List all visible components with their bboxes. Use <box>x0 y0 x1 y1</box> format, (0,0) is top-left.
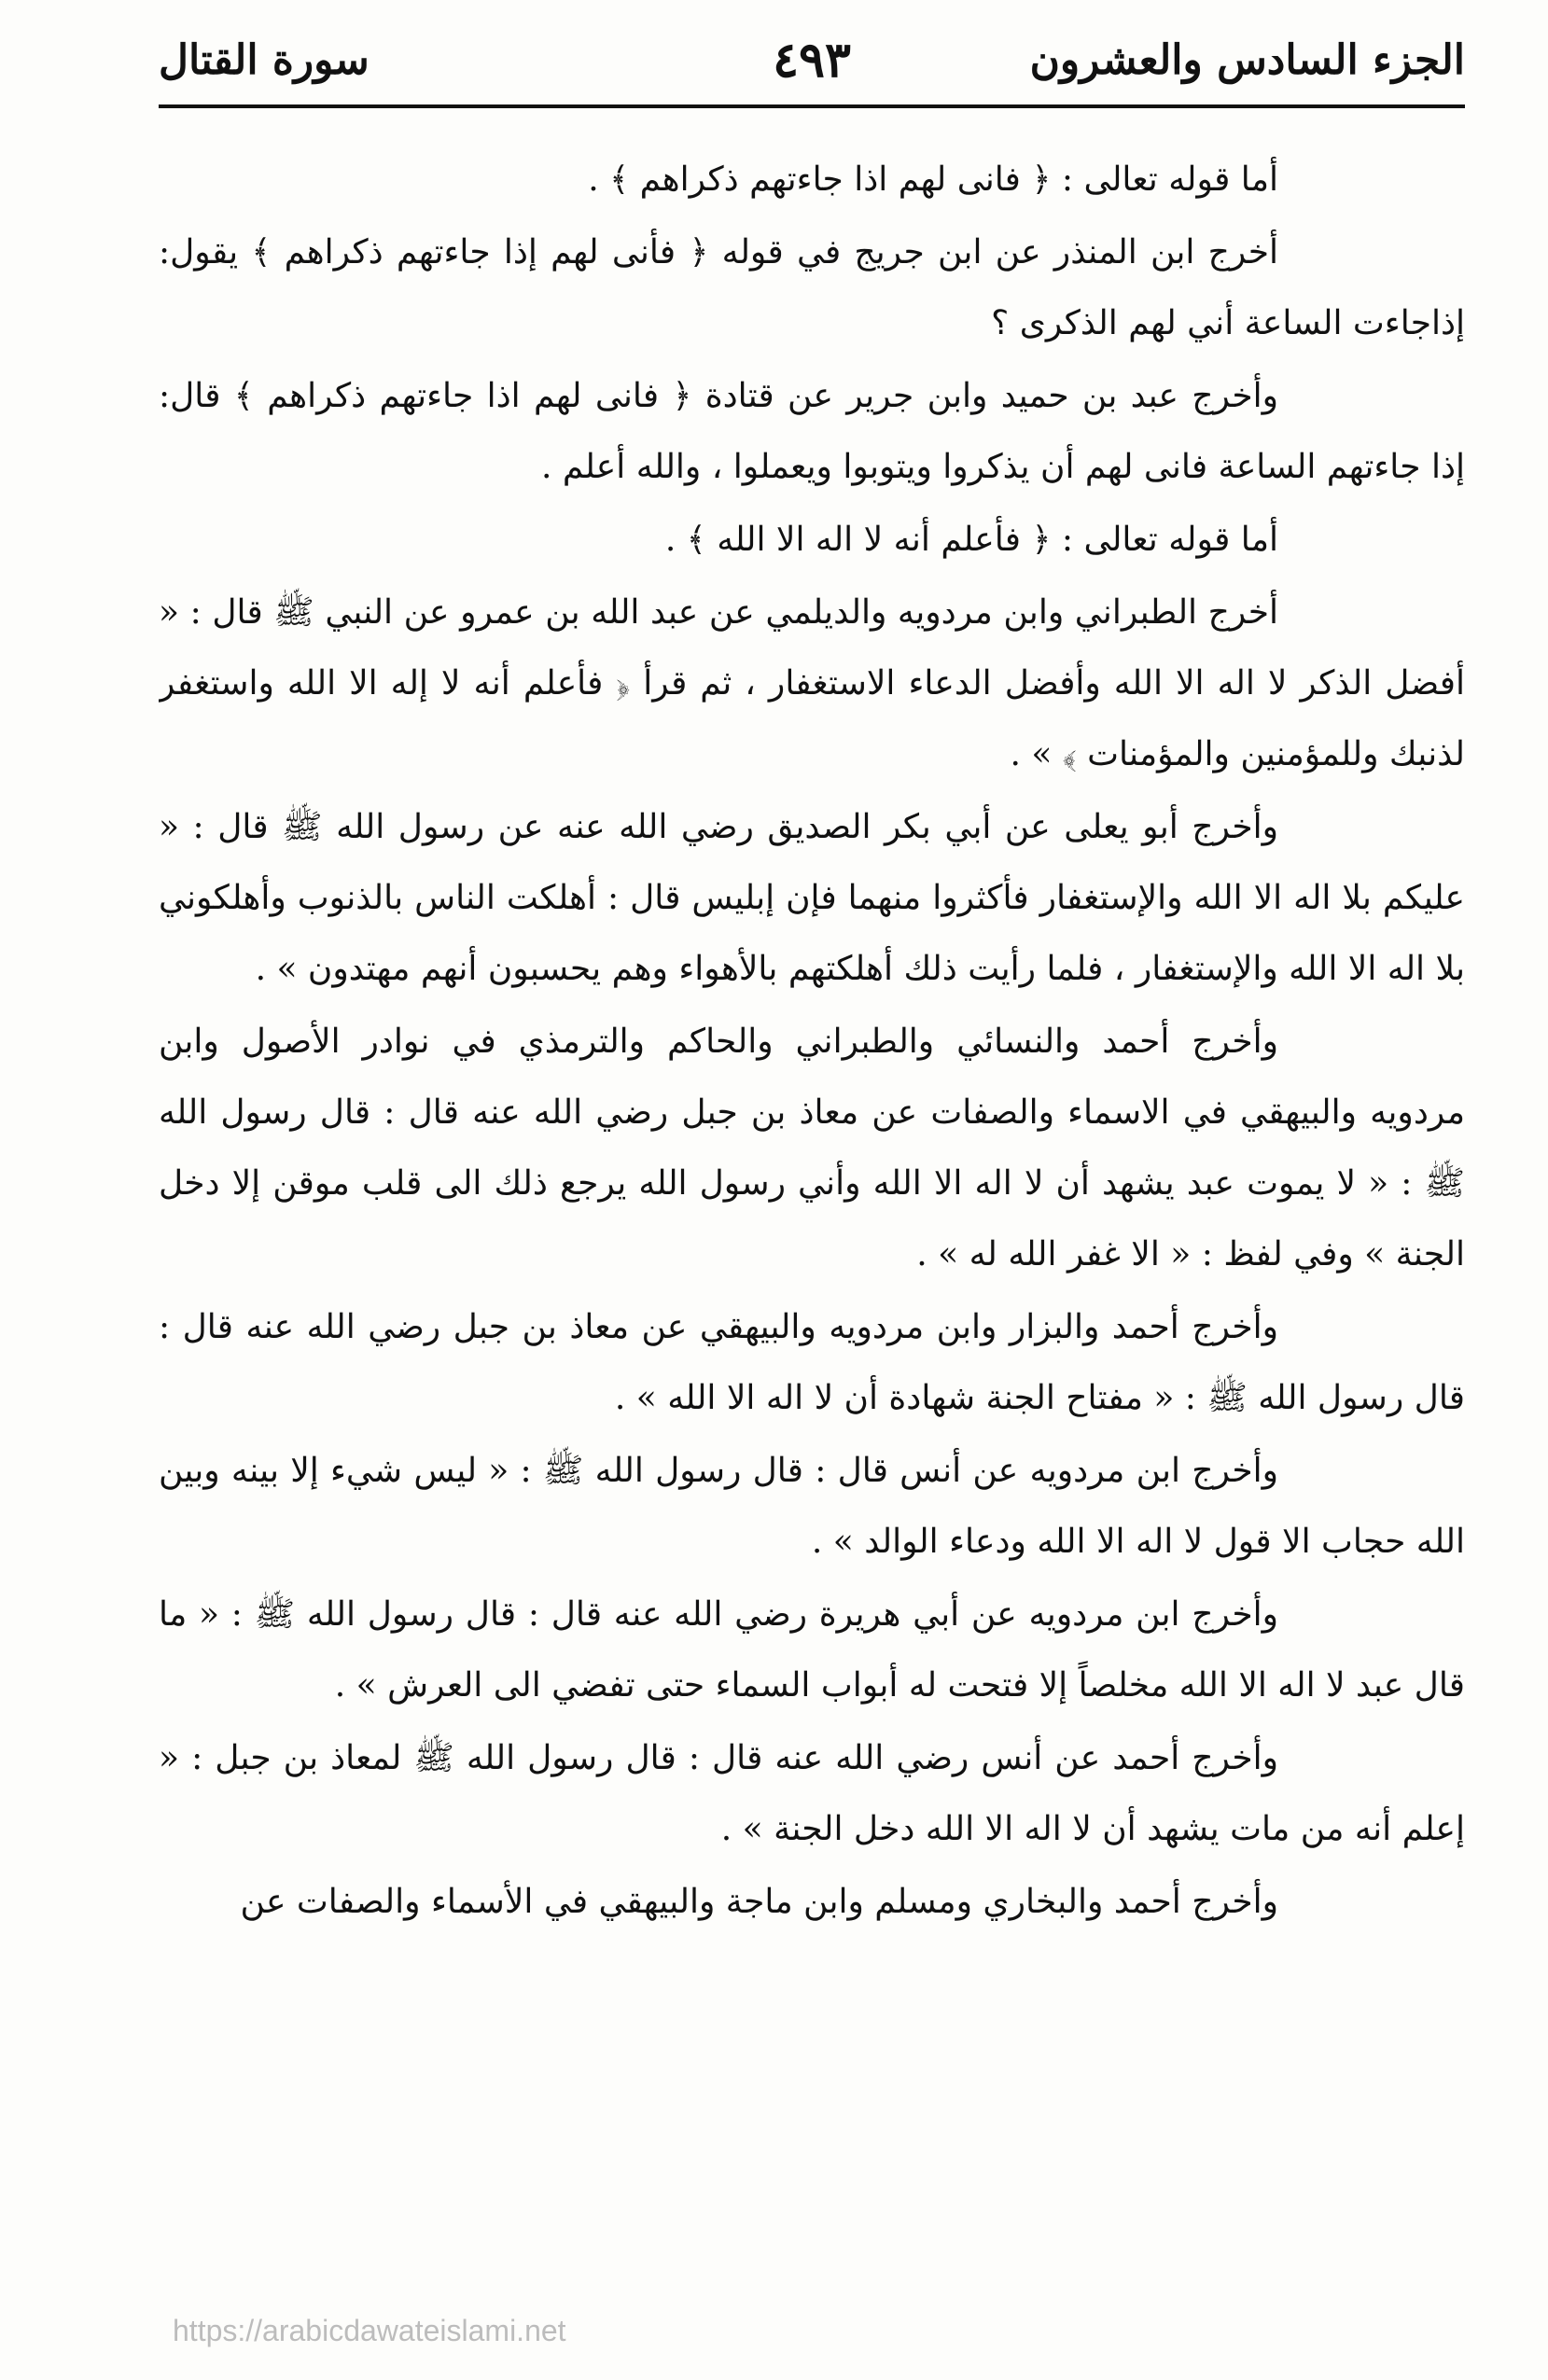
paragraph: أما قوله تعالى : ﴿ فأعلم أنه لا اله الا الله ﴾ . <box>664 521 1278 559</box>
watermark-url: https://arabicdawateislami.net <box>173 2314 566 2347</box>
part-title: الجزء السادس والعشرون <box>1029 36 1465 84</box>
paragraph: وأخرج أحمد والنسائي والطبراني والحاكم والترمذي في نوادر الأصول وابن مردويه والبيهقي في الاسماء والصفات عن معاذ بن جبل رضي الله عنه قال : قال رسول الله ﷺ : « لا يموت عبد يشهد أن لا اله الا الله وأني رسول الله يرجع ذلك الى قلب موقن إلا دخل الجنة » وفي لفظ : « الا غفر الله له » . <box>159 1023 1465 1274</box>
paragraph: أخرج الطبراني وابن مردويه والديلمي عن عبد الله بن عمرو عن النبي ﷺ قال : « أفضل الذكر لا اله الا الله وأفضل الدعاء الاستغفار ، ثم قرأ ﴿ فأعلم أنه لا إله الا الله واستغفر لذنبك وللمؤمنين والمؤمنات ﴾ » . <box>159 593 1465 773</box>
page-number: ٤٩٣ <box>773 32 851 89</box>
paragraph: وأخرج ابن مردويه عن أنس قال : قال رسول الله ﷺ : « ليس شيء إلا بينه وبين الله حجاب الا قول لا اله الا الله ودعاء الوالد » . <box>159 1452 1465 1561</box>
paragraph: وأخرج ابن مردويه عن أبي هريرة رضي الله عنه قال : قال رسول الله ﷺ : « ما قال عبد لا اله الا الله مخلصاً إلا فتحت له أبواب السماء حتى تفضي الى العرش » . <box>159 1595 1465 1705</box>
paragraph: وأخرج أحمد عن أنس رضي الله عنه قال : قال رسول الله ﷺ لمعاذ بن جبل : « إعلم أنه من مات يشهد أن لا اله الا الله دخل الجنة » . <box>159 1739 1465 1848</box>
paragraph: أما قوله تعالى : ﴿ فانى لهم اذا جاءتهم ذكراهم ﴾ . <box>588 160 1278 199</box>
paragraph: وأخرج أحمد والبزار وابن مردويه والبيهقي عن معاذ بن جبل رضي الله عنه قال : قال رسول الله ﷺ : « مفتاح الجنة شهادة أن لا اله الا الله » . <box>159 1308 1465 1417</box>
paragraph: وأخرج أبو يعلى عن أبي بكر الصديق رضي الله عنه عن رسول الله ﷺ قال : « عليكم بلا اله الا الله والإستغفار فأكثروا منهما فإن إبليس قال : أهلكت الناس بالذنوب وأهلكوني بلا اله الا الله والإستغفار ، فلما رأيت ذلك أهلكتهم بالأهواء وهم يحسبون أنهم مهتدون » . <box>159 808 1465 988</box>
paragraph: وأخرج أحمد والبخاري ومسلم وابن ماجة والبيهقي في الأسماء والصفات عن <box>240 1883 1278 1921</box>
paragraph: أخرج ابن المنذر عن ابن جريج في قوله ﴿ فأنى لهم إذا جاءتهم ذكراهم ﴾ يقول: إذاجاءت الساعة أني لهم الذكرى ؟ <box>159 233 1465 342</box>
paragraph: وأخرج عبد بن حميد وابن جرير عن قتادة ﴿ فانى لهم اذا جاءتهم ذكراهم ﴾ قال: إذا جاءتهم الساعة فانى لهم أن يذكروا ويتوبوا ويعملوا ، والله أعلم . <box>159 377 1465 486</box>
surah-title: سورة القتال <box>159 36 370 84</box>
page-body <box>159 145 1465 2286</box>
page-header <box>159 28 1465 93</box>
header-rule <box>159 104 1465 108</box>
